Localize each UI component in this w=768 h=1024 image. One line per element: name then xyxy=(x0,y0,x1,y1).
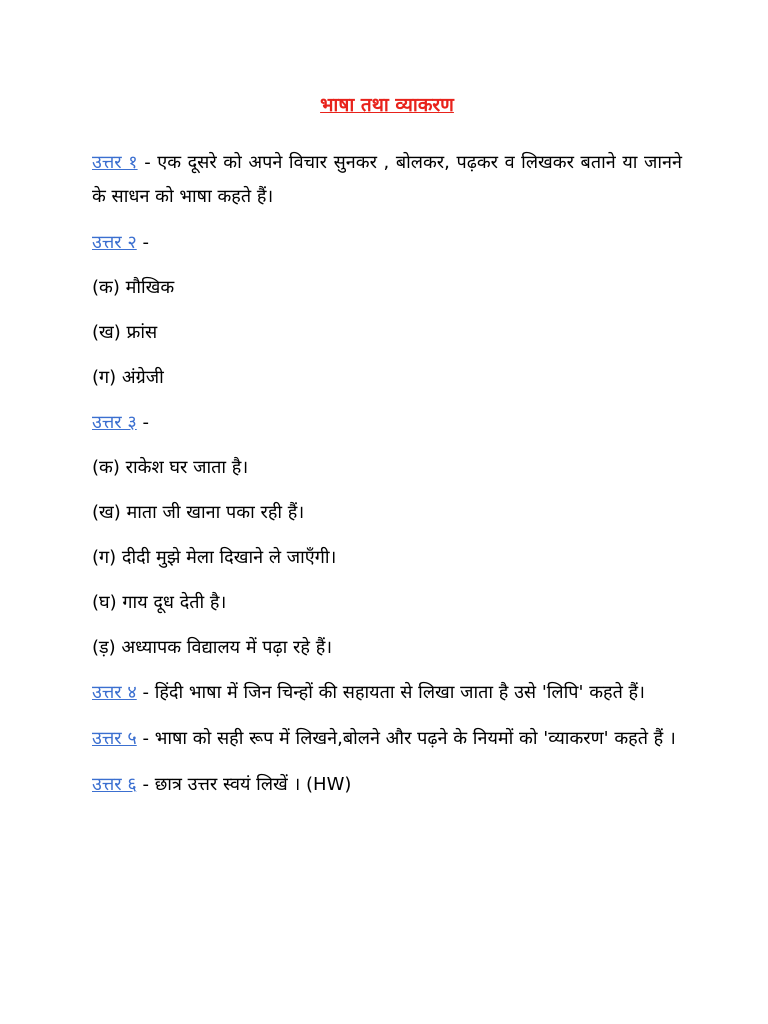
answer-6-label: उत्तर ६ xyxy=(92,774,137,795)
answer-1-text: - एक दूसरे को अपने विचार सुनकर , बोलकर, पढ़कर व लिखकर बताने या जानने के साधन को भाषा कहते हैं। xyxy=(92,152,682,207)
answer-6-text: - छात्र उत्तर स्वयं लिखें । (HW) xyxy=(136,774,352,795)
answer-3-item: (ग) दीदी मुझे मेला दिखाने ले जाएँगी। xyxy=(92,547,337,568)
answer-5 xyxy=(92,722,682,756)
answer-5-label: उत्तर ५ xyxy=(92,728,137,749)
answer-2-item: (क) मौखिक xyxy=(92,277,175,298)
document-title: भाषा तथा व्याकरण xyxy=(320,94,454,116)
answer-3-suffix: - xyxy=(136,412,149,433)
answer-1-label: उत्तर १ xyxy=(92,152,138,173)
answer-4 xyxy=(92,676,682,710)
answer-3 xyxy=(92,406,682,440)
answer-2-suffix: - xyxy=(136,232,149,253)
answer-3-label: उत्तर ३ xyxy=(92,412,137,433)
answer-3-item: (ख) माता जी खाना पका रही हैं। xyxy=(92,502,305,523)
answer-4-label: उत्तर ४ xyxy=(92,682,137,703)
answer-1 xyxy=(92,146,682,214)
answer-2 xyxy=(92,226,682,260)
answer-2-item: (ख) फ्रांस xyxy=(92,322,158,343)
answer-4-text: - हिंदी भाषा में जिन चिन्हों की सहायता से लिखा जाता है उसे 'लिपि' कहते हैं। xyxy=(136,682,645,703)
answer-2-item: (ग) अंग्रेजी xyxy=(92,367,164,388)
answer-3-item: (घ) गाय दूध देती है। xyxy=(92,592,227,613)
answer-5-text: - भाषा को सही रूप में लिखने,बोलने और पढ़ने के नियमों को 'व्याकरण' कहते हैं । xyxy=(136,728,676,749)
answer-3-item: (क) राकेश घर जाता है। xyxy=(92,457,249,478)
answer-6 xyxy=(92,768,682,802)
answer-3-item: (ड़) अध्यापक विद्यालय में पढ़ा रहे हैं। xyxy=(92,637,333,658)
answer-2-label: उत्तर २ xyxy=(92,232,137,253)
